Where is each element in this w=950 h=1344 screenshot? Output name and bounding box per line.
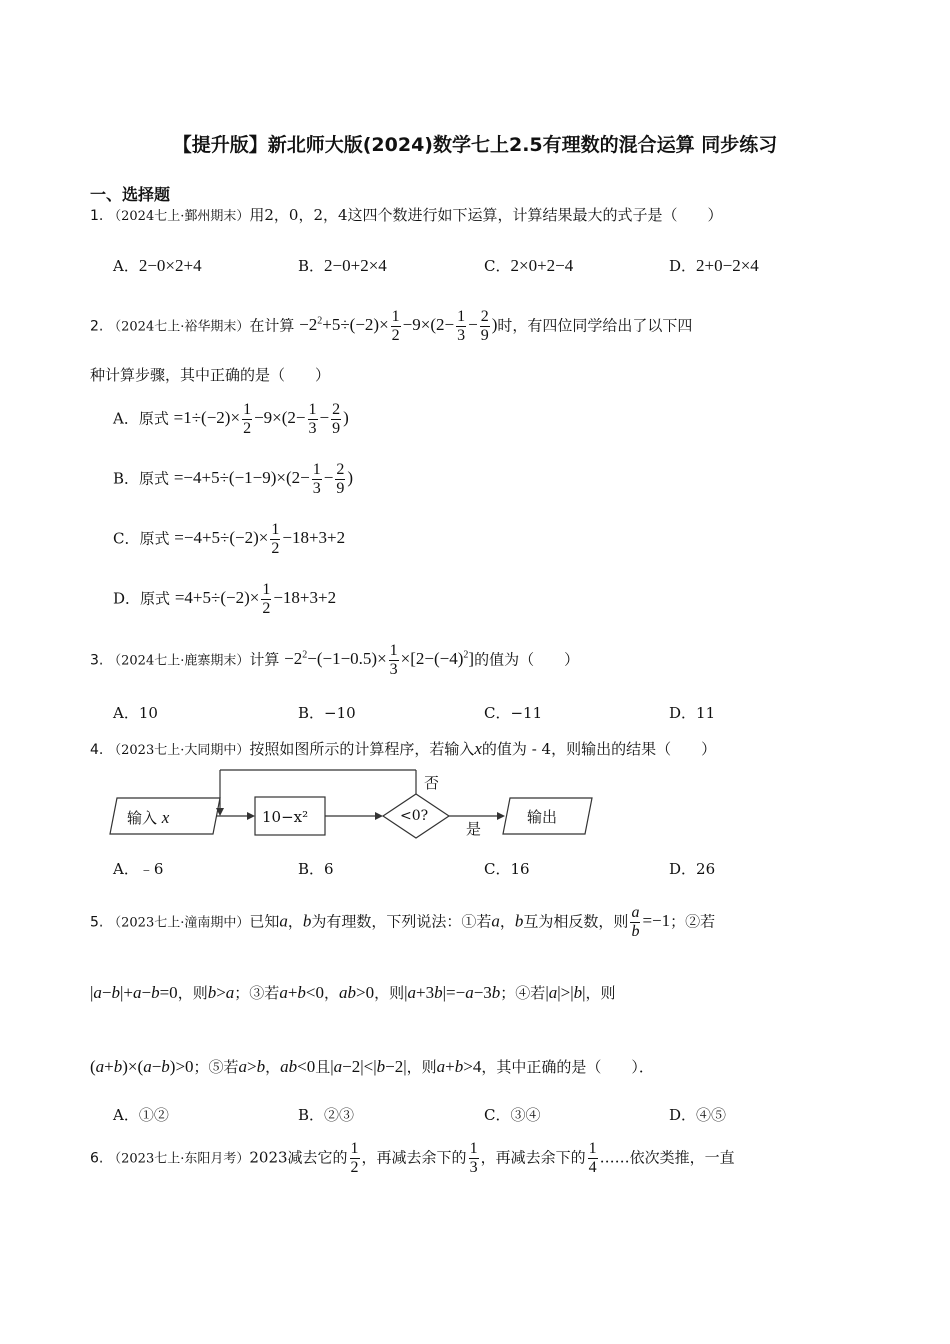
flow-process: 10−x² (262, 808, 309, 826)
question-2: 2. （2024七上·裕华期末）在计算 $-2^2+5\div(-2)\times$ $\frac{1}{2}$ −9×(2− $\frac{1}{3}$ − $\frac{2}{9}$ )时，有四位同学给出了以下四 (90, 308, 693, 344)
question-number: 6. (90, 1150, 104, 1167)
question-source: （2023七上·大同期中） (108, 743, 250, 758)
option-d[interactable]: D．11 (669, 704, 716, 722)
option-c[interactable]: C．16 (484, 860, 530, 878)
question-4: 4. （2023七上·大同期中）按照如图所示的计算程序，若输入x的值为 - 4，则输出的结果（ ） (90, 739, 717, 758)
option-a[interactable]: A．①② (113, 1106, 169, 1124)
question-5: 5. （2023七上·潼南期中）已知a，b为有理数，下列说法：①若a，b互为相反数，则 $\frac{a}{b}$ =−1；②若 (90, 904, 716, 940)
option-c[interactable]: C．③④ (484, 1106, 541, 1124)
option-b[interactable]: B．原式 =−4+5÷(−1−9)×(2− $\frac{1}{3}$ − $\frac{2}{9}$ ) (113, 461, 354, 497)
question-text-line2: 种计算步骤，其中正确的是（ ） (90, 366, 331, 384)
question-number: 1. (90, 208, 104, 224)
option-b[interactable]: B．②③ (298, 1106, 355, 1124)
option-b[interactable]: B．−10 (298, 704, 356, 722)
flow-input: 输入 x (127, 808, 170, 827)
question-source: （2023七上·潼南期中） (108, 915, 250, 931)
question-3: 3. （2024七上·鹿寨期末）计算 $-2^2-(-1-0.5)\times$ $\frac{1}{3}$ $\times[2-(-4)^2]$的值为（ ） (90, 642, 580, 678)
question-5-line2: |a−b|+a−b=0，则b>a；③若a+b<0，ab>0，则|a+3b|=−a−3b；④若|a|>|b|，则 (90, 983, 616, 1002)
math-expression: $-2^2-(-1-0.5)\times$ $\frac{1}{3}$ $\times[2-(-4)^2]$ (284, 642, 475, 678)
question-number: 4. (90, 742, 104, 758)
question-number: 3. (90, 652, 104, 669)
option-d[interactable]: D．④⑤ (669, 1106, 727, 1124)
flowchart-lines (105, 760, 605, 850)
question-number: 5. (90, 914, 104, 931)
page-title: 【提升版】新北师大版(2024)数学七上2.5有理数的混合运算 同步练习 (172, 134, 778, 156)
option-b[interactable]: B．6 (298, 860, 334, 878)
option-a[interactable]: A．10 (113, 704, 158, 722)
option-a[interactable]: A．2−0×2+4 (113, 256, 202, 275)
flow-output: 输出 (527, 808, 558, 826)
question-1 (90, 204, 723, 228)
option-d[interactable]: D．2+0−2×4 (669, 256, 759, 275)
section-heading: 一、选择题 (90, 185, 171, 204)
question-6: 6. （2023七上·东阳月考）2023减去它的 $\frac{1}{2}$ ，再减去余下的 $\frac{1}{3}$ ，再减去余下的 $\frac{1}{4}$ ……依次类推，一直 (90, 1140, 735, 1176)
option-d[interactable]: D．26 (669, 860, 716, 878)
option-c[interactable]: C．2×0+2−4 (484, 256, 574, 275)
question-text: 用2，0，2，4这四个数进行如下运算，计算结果最大的式子是（ ） (249, 206, 723, 224)
option-b[interactable]: B．2−0+2×4 (298, 256, 387, 275)
question-source: （2024七上·鄞州期末） (108, 209, 250, 224)
option-a[interactable]: A．原式 =1÷(−2)× $\frac{1}{2}$ −9×(2− $\frac{1}{3}$ − $\frac{2}{9}$ ) (113, 401, 349, 437)
question-number: 2. (90, 318, 104, 335)
flow-yes-label: 是 (466, 820, 482, 838)
option-d[interactable]: D．原式 =4+5÷(−2)× $\frac{1}{2}$ −18+3+2 (113, 581, 337, 617)
flow-no-label: 否 (424, 774, 440, 792)
question-5-line3: (a+b)×(a−b)>0；⑤若a>b，ab<0且|a−2|<|b−2|，则a+b>4，其中正确的是（ ）． (90, 1057, 654, 1076)
question-source: （2024七上·裕华期末） (108, 319, 250, 335)
question-source: （2023七上·东阳月考） (108, 1151, 250, 1167)
option-c[interactable]: C．原式 =−4+5÷(−2)× $\frac{1}{2}$ −18+3+2 (113, 521, 346, 557)
option-a[interactable]: A．﹣6 (113, 860, 164, 878)
option-c[interactable]: C．−11 (484, 704, 543, 722)
math-expression: $-2^2+5\div(-2)\times$ $\frac{1}{2}$ −9×(2− $\frac{1}{3}$ − $\frac{2}{9}$ ) (299, 308, 498, 344)
question-source: （2024七上·鹿寨期末） (108, 653, 250, 669)
flow-decision: <0? (400, 808, 429, 824)
